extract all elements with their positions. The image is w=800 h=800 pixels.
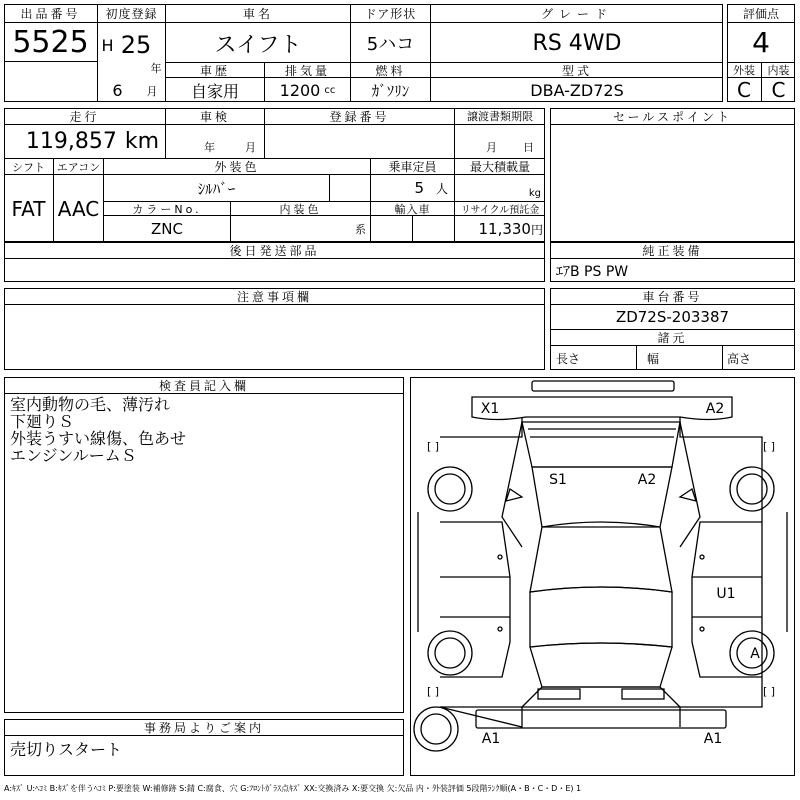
transfer-label: 譲渡書類期限 xyxy=(454,108,545,125)
wheel-rear-left-inner xyxy=(435,638,465,668)
ext-color-value: ｼﾙﾊﾞｰ xyxy=(103,175,329,201)
int-color-unit: 系 xyxy=(355,223,366,236)
history-label: 車歴 xyxy=(165,62,264,78)
cabin xyxy=(530,522,672,592)
reg-month: 6 xyxy=(97,78,137,102)
mark-s1: S1 xyxy=(549,472,567,488)
recycle-number: 11,330 xyxy=(478,220,531,238)
mark-a2-top: A2 xyxy=(705,401,725,417)
mark-a1-left: A1 xyxy=(481,731,501,747)
recycle-value xyxy=(454,216,545,242)
wheel-front-left-inner xyxy=(435,474,465,504)
handle xyxy=(700,627,704,631)
import-label: 輸入車 xyxy=(370,201,454,216)
import-value-b xyxy=(412,216,454,242)
lot-label: 出品番号 xyxy=(4,4,97,23)
inspector-note: エンジンルームＳ xyxy=(10,446,137,465)
sales-point-box xyxy=(550,108,795,242)
score-label: 評価点 xyxy=(727,4,795,23)
rear-glass xyxy=(530,643,672,687)
color-no-label: カラーNo. xyxy=(103,201,230,216)
seats-value xyxy=(370,175,454,201)
mirror-left xyxy=(506,489,522,501)
import-value-a xyxy=(370,216,412,242)
seats-label: 乗車定員 xyxy=(370,158,454,175)
ext-grade-label: 外装 xyxy=(727,62,761,78)
year-unit: 年 xyxy=(150,62,162,75)
transfer-day-unit: 日 xyxy=(523,141,534,154)
history-value: 自家用 xyxy=(165,78,264,102)
rear-cabin xyxy=(530,587,672,647)
displacement-label: 排気量 xyxy=(264,62,350,78)
fuel-value: ｶﾞｿﾘﾝ xyxy=(350,78,430,102)
era: H xyxy=(97,30,117,60)
reg-year: 25 xyxy=(120,31,152,59)
grade-label: グレード xyxy=(430,4,723,23)
mark-a2-mid: A2 xyxy=(637,472,657,488)
int-color-label: 内装色 xyxy=(230,201,370,216)
ext-grade: C xyxy=(737,78,751,102)
body-outline xyxy=(440,417,762,727)
sales-point-label: セールスポイント xyxy=(550,108,795,125)
handle xyxy=(498,555,502,559)
reg-no-value xyxy=(264,125,454,158)
tail-lamp-right xyxy=(622,689,664,699)
insp-year-unit: 年 xyxy=(204,141,215,154)
office-label: 事務局よりご案内 xyxy=(4,719,404,736)
model-label: 型式 xyxy=(430,62,723,78)
inspector-note: 室内動物の毛、薄汚れ xyxy=(10,395,171,414)
int-color-value xyxy=(230,216,370,242)
width-label: 幅 xyxy=(636,346,722,370)
transfer-value xyxy=(454,125,545,158)
genuine-value: ｴｱB PS PW xyxy=(556,263,629,280)
seats-number: 5 xyxy=(414,179,424,197)
a-pillar-left xyxy=(502,422,522,547)
displacement-unit: cc xyxy=(324,84,336,96)
bracket-right: [ ] xyxy=(762,439,776,453)
mileage-unit: km xyxy=(124,129,159,154)
later-parts-label: 後日発送部品 xyxy=(4,242,545,259)
divider xyxy=(97,4,98,102)
front-bumper xyxy=(532,381,674,391)
month-unit: 月 xyxy=(146,85,158,98)
ac-value: AAC xyxy=(53,175,103,242)
ac-label: エアコン xyxy=(53,158,103,175)
car-name-label: 車名 xyxy=(165,4,350,23)
handle xyxy=(700,555,704,559)
mileage-value xyxy=(4,125,165,158)
mark-x1: X1 xyxy=(480,401,500,417)
mirror-right xyxy=(680,489,696,501)
int-grade: C xyxy=(761,78,795,102)
bracket-left-bottom: [ ] xyxy=(426,684,440,698)
displacement-value xyxy=(264,78,350,102)
dims-label: 諸元 xyxy=(550,329,795,346)
seats-unit: 人 xyxy=(435,181,448,196)
insp-month-unit: 月 xyxy=(245,141,256,154)
spare-wheel-inner xyxy=(421,714,451,744)
door-label: ドア形状 xyxy=(350,4,430,23)
bracket-left: [ ] xyxy=(426,439,440,453)
inspection-label: 車検 xyxy=(165,108,264,125)
score-value: 4 xyxy=(752,26,770,59)
reg-no-label: 登録番号 xyxy=(264,108,454,125)
fuel-label: 燃料 xyxy=(350,62,430,78)
first-reg-label: 初度登録 xyxy=(97,4,165,23)
door-value: 5ハコ xyxy=(350,23,430,63)
grade-value: RS 4WD xyxy=(430,23,723,63)
mileage-label: 走行 xyxy=(4,108,165,125)
lot-value: 5525 xyxy=(12,24,89,60)
displacement-number: 1200 xyxy=(279,80,321,100)
mark-u1: U1 xyxy=(716,586,736,602)
ext-color-extra xyxy=(329,175,370,201)
genuine-label: 純正装備 xyxy=(550,242,795,259)
shift-label: シフト xyxy=(4,158,53,175)
mark-a-circle: A xyxy=(750,646,760,662)
mileage-number: 119,857 xyxy=(25,129,117,154)
inspector-label: 検査員記入欄 xyxy=(4,377,404,394)
inspection-value xyxy=(165,125,264,158)
doors-left xyxy=(440,522,510,677)
transfer-month-unit: 月 xyxy=(486,141,497,154)
a-pillar-right xyxy=(680,422,700,547)
mark-a1-right: A1 xyxy=(703,731,723,747)
inspector-notes xyxy=(10,396,400,464)
caution-label: 注意事項欄 xyxy=(4,288,545,305)
hood-outline xyxy=(472,397,732,420)
bracket-right-bottom: [ ] xyxy=(762,684,776,698)
car-name: スイフト xyxy=(165,23,350,63)
legend: A:ｷｽﾞ U:ﾍｺﾐ B:ｷｽﾞを伴うﾍｺﾐ P:要塗装 W:補修跡 S:錆 C:腐食、穴 G:ﾌﾛﾝﾄｶﾞﾗｽ点ｷｽﾞ XX:交換済み X:要交換 欠:欠品 内・外装評価 5段階ﾗﾝｸ順(A・B・C・D・E) 1 xyxy=(4,783,582,793)
office-note: 売切りスタート xyxy=(10,739,123,758)
int-grade-label: 内装 xyxy=(761,62,795,78)
load-value xyxy=(454,175,545,201)
rear-hatch xyxy=(522,687,680,707)
load-unit: kg xyxy=(528,188,541,199)
inspector-note: 外装うすい線傷、色あせ xyxy=(10,429,187,448)
height-label: 高さ xyxy=(722,346,795,370)
shift-value: FAT xyxy=(11,196,46,221)
front-glass-lines xyxy=(528,429,676,437)
tail-lamp-left xyxy=(538,689,580,699)
lot-blank xyxy=(4,61,97,102)
inspector-note: 下廻りＳ xyxy=(10,412,75,431)
car-diagram xyxy=(410,377,795,776)
recycle-label: リサイクル預託金 xyxy=(454,201,545,216)
load-label: 最大積載量 xyxy=(454,158,545,175)
chassis-value: ZD72S-203387 xyxy=(615,308,730,326)
length-label: 長さ xyxy=(556,351,581,366)
recycle-unit: 円 xyxy=(530,222,543,237)
chassis-label: 車台番号 xyxy=(550,288,795,305)
model-value: DBA-ZD72S xyxy=(430,78,723,102)
handle xyxy=(498,627,502,631)
color-no-value: ZNC xyxy=(103,216,230,242)
ext-color-label: 外装色 xyxy=(103,158,370,175)
